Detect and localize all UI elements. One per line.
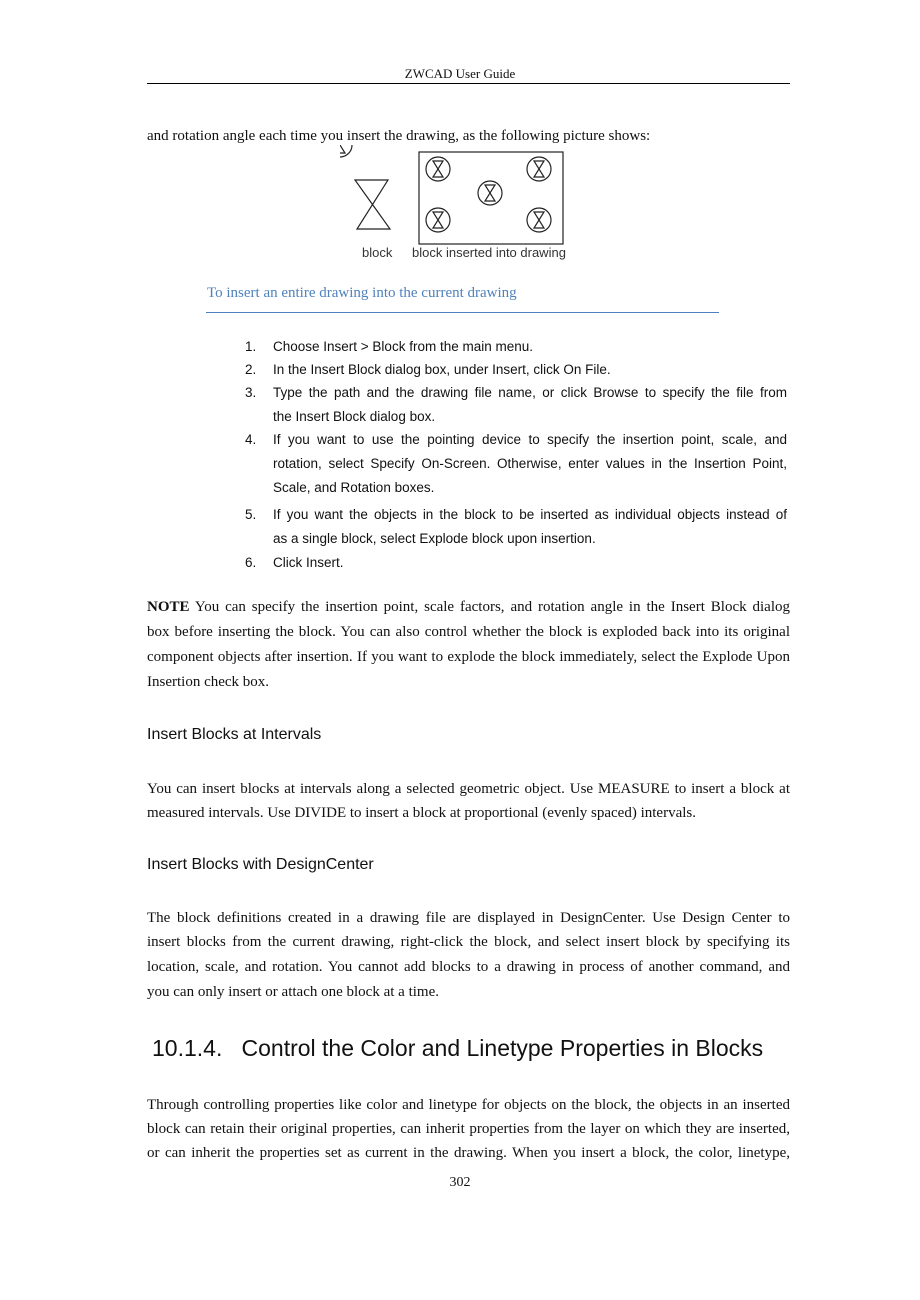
step-text: rotation, select Specify On-Screen. Otherwise, enter values in the Insertion Point, xyxy=(273,456,787,471)
label-block: block xyxy=(362,245,393,260)
step-number: 2. xyxy=(245,362,257,377)
procedure-title: To insert an entire drawing into the current drawing xyxy=(207,285,517,301)
step-text: In the Insert Block dialog box, under Insert, click On File. xyxy=(273,362,611,377)
block-figure xyxy=(340,145,590,275)
step-text: Type the path and the drawing file name, or click Browse to specify the file from xyxy=(273,385,787,400)
step-text: If you want to use the pointing device to specify the insertion point, scale, and xyxy=(273,432,787,447)
step-number: 5. xyxy=(245,507,257,522)
paragraph-line: You can insert blocks at intervals along a selected geometric object. Use MEASURE to insert a block at xyxy=(147,781,790,797)
paragraph-line: measured intervals. Use DIVIDE to insert a block at proportional (evenly spaced) intervals. xyxy=(147,805,696,821)
procedure-rule xyxy=(206,312,719,313)
paragraph-line: insert blocks from the current drawing, right-click the block, and select insert block by specifying its xyxy=(147,934,790,950)
step-number: 4. xyxy=(245,432,257,447)
step-text: as a single block, select Explode block upon insertion. xyxy=(273,531,596,546)
note-line: box before inserting the block. You can also control whether the block is exploded back into its original xyxy=(147,624,790,640)
page-header: ZWCAD User Guide xyxy=(404,66,516,81)
hourglass-block-diagram xyxy=(340,145,590,270)
section-heading: Insert Blocks at Intervals xyxy=(147,726,322,743)
step-text: Scale, and Rotation boxes. xyxy=(273,480,435,495)
note-line xyxy=(147,598,790,616)
paragraph-line: The block definitions created in a drawing file are displayed in DesignCenter. Use Design Center to xyxy=(147,910,790,926)
paragraph-line: block can retain their original properties, can inherit properties from the layer on which they are inserted, xyxy=(147,1121,790,1137)
step-number: 6. xyxy=(245,555,257,570)
step-text: the Insert Block dialog box. xyxy=(273,409,436,424)
intro-line: and rotation angle each time you insert the drawing, as the following picture shows: xyxy=(147,128,651,144)
paragraph-line: or can inherit the properties set as current in the drawing. When you insert a block, the color, linetype, xyxy=(147,1145,790,1161)
page-number: 302 xyxy=(449,1175,471,1190)
note-label: NOTE xyxy=(147,599,190,615)
note-line: Insertion check box. xyxy=(147,674,270,690)
section-heading: Insert Blocks with DesignCenter xyxy=(147,856,374,873)
chapter-heading: 10.1.4. Control the Color and Linetype Properties in Blocks xyxy=(152,1035,764,1061)
paragraph-line: you can only insert or attach one block at a time. xyxy=(147,984,439,1000)
step-number: 3. xyxy=(245,385,257,400)
paragraph-line: location, scale, and rotation. You cannot add blocks to a drawing in process of another command, and xyxy=(147,959,790,975)
note-line: component objects after insertion. If you want to explode the block immediately, select the Explode Upon xyxy=(147,649,790,665)
label-inserted: block inserted into drawing xyxy=(412,245,566,260)
step-text: Choose Insert > Block from the main menu. xyxy=(273,339,533,354)
step-number: 1. xyxy=(245,339,257,354)
paragraph-line: Through controlling properties like color and linetype for objects on the block, the objects in an inserted xyxy=(147,1097,790,1113)
note-text: You can specify the insertion point, scale factors, and rotation angle in the Insert Block dialog xyxy=(189,599,790,615)
step-text: If you want the objects in the block to be inserted as individual objects instead of xyxy=(273,507,787,522)
step-text: Click Insert. xyxy=(273,555,344,570)
header-rule xyxy=(147,83,790,84)
